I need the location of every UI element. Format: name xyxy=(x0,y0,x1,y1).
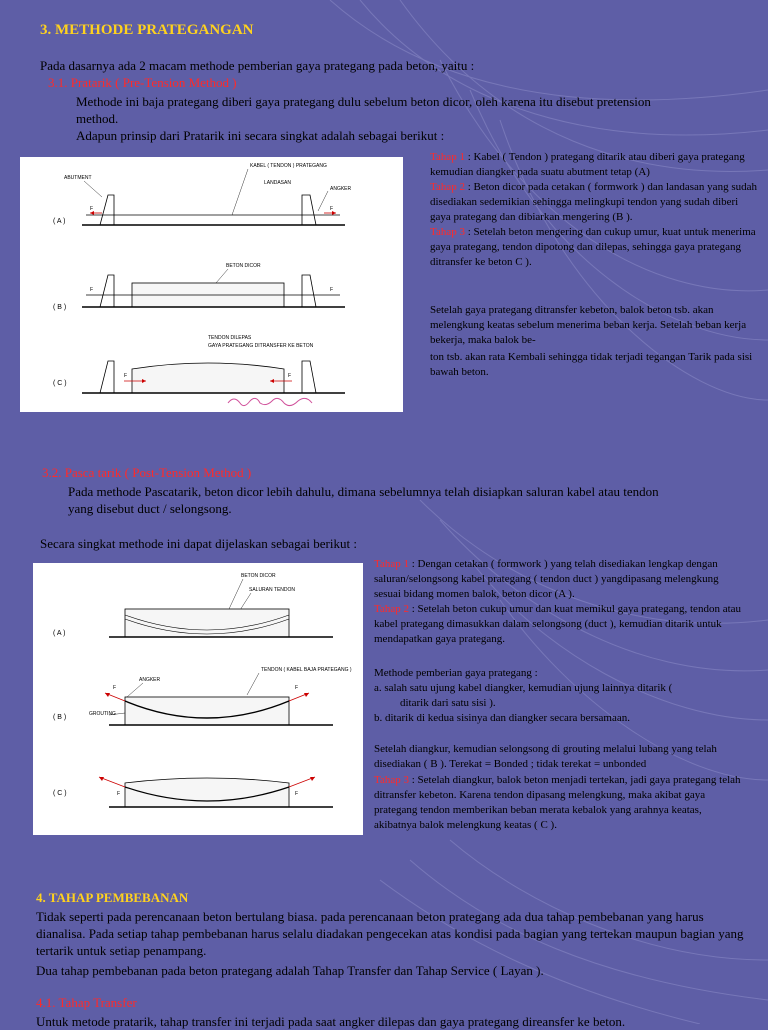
fig2-saluran-label: SALURAN TENDON xyxy=(249,587,296,593)
fig2-force-c-left: F xyxy=(117,791,121,797)
fig2-force-c-right: F xyxy=(295,791,299,797)
posttension-after-text: Setelah diangkur, kemudian selongsong di grouting melalui lubang yang telah disediakan ( B ). Terekat = Bonded ; tidak terekat = unbonded xyxy=(374,743,717,770)
pt-tahap3-label: Tahap 3 xyxy=(374,774,409,786)
fig1-angker-label: ANGKER xyxy=(330,186,352,192)
method-b: b. ditarik di kedua sisinya dan diangker secara bersamaan. xyxy=(374,712,630,724)
section-4-1-paragraph: Untuk metode pratarik, tahap transfer ini terjadi pada saat angker dilepas dan gaya prategang direansfer ke beton. xyxy=(36,1014,626,1029)
method-title: Methode pemberian gaya prategang : xyxy=(374,667,538,679)
section-3-1-paragraph-1a: Methode ini baja prategang diberi gaya prategang dulu sebelum beton dicor, oleh karena itu disebut pretension xyxy=(76,94,651,109)
fig2-grouting-label: GROUTING xyxy=(89,711,116,717)
method-a-continued: ditarik dari satu sisi ). xyxy=(400,697,496,709)
tahap1-label: Tahap 1 xyxy=(430,151,465,163)
fig2-beton-label: BETON DICOR xyxy=(241,573,276,579)
section-4-1-heading: 4.1. Tahap Transfer xyxy=(36,995,137,1010)
tahap3-text: : Setelah beton mengering dan cukup umur, kuat untuk menerima gaya prategang, tendon dipotong dan dilepas, sehingga gaya prategang ditransfer ke beton C ). xyxy=(430,226,756,268)
fig2-label-c: ( C ) xyxy=(53,790,67,797)
fig1-landasan-label: LANDASAN xyxy=(264,180,291,186)
fig2-label-b: ( B ) xyxy=(53,714,67,721)
pretension-after-text-1: Setelah gaya prategang ditransfer kebeton, balok beton tsb. akan melengkung keatas sebelum menerima beban kerja. Setelah beban kerja bekerja, maka balok be- xyxy=(430,304,747,346)
section-4-paragraph-2: Dua tahap pembebanan pada beton prategang adalah Tahap Transfer dan Tahap Service ( Layan ). xyxy=(36,963,544,978)
tahap1-text: : Kabel ( Tendon ) prategang ditarik atau diberi gaya prategang kemudian diangker pada suatu abutment tetap (A) xyxy=(430,151,745,178)
fig2-angker-label: ANGKER xyxy=(139,677,161,683)
section-3-1-paragraph-2: Adapun prinsip dari Pratarik ini secara singkat adalah sebagai berikut : xyxy=(76,128,445,143)
section-3-1-paragraph-1b: method. xyxy=(76,111,119,126)
fig1-beton-label: BETON DICOR xyxy=(226,263,261,269)
pretension-figure xyxy=(20,157,403,412)
pretension-tahap-text xyxy=(430,150,760,270)
pretension-after-text-2: ton tsb. akan rata Kembali sehingga tidak terjadi tegangan Tarik pada sisi bawah beton. xyxy=(430,351,753,378)
section-3-title: 3. METHODE PRATEGANGAN xyxy=(40,22,254,38)
fig1-cable-label: KABEL ( TENDON ) PRATEGANG xyxy=(250,163,327,169)
section-3-intro: Pada dasarnya ada 2 macam methode pemberian gaya prategang pada beton, yaitu : xyxy=(40,58,475,73)
fig2-label-a: ( A ) xyxy=(53,630,66,637)
fig2-tendon-label: TENDON ( KABEL BAJA PRATEGANG ) xyxy=(261,667,352,673)
fig2-force-b-left: F xyxy=(113,685,117,691)
method-a: a. salah satu ujung kabel diangker, kemudian ujung lainnya ditarik ( xyxy=(374,682,673,694)
fig1-abutment-label: ABUTMENT xyxy=(64,175,92,181)
section-3-2-paragraph-2: Secara singkat methode ini dapat dijelaskan sebagai berikut : xyxy=(40,536,357,551)
pt-tahap2-label: Tahap 2 xyxy=(374,603,409,615)
fig2-force-b-right: F xyxy=(295,685,299,691)
tahap2-text: : Beton dicor pada cetakan ( formwork ) dan landasan yang sudah disediakan sedemikian sehingga melingkupi tendon yang sudah diberi gaya prategang dan dibiarkan mengering (B ). xyxy=(430,181,757,223)
tahap2-label: Tahap 2 xyxy=(430,181,465,193)
section-3-2-heading: 3.2. Pasca tarik ( Post-Tension Method ) xyxy=(42,465,252,480)
section-3-2-paragraph-1b: yang disebut duct / selongsong. xyxy=(68,501,232,516)
tahap3-label: Tahap 3 xyxy=(430,226,465,238)
posttension-tahap-text xyxy=(374,557,746,647)
fig1-force-c-right: F xyxy=(288,373,292,379)
fig1-force-b-left: F xyxy=(90,287,94,293)
pt-tahap3-text: : Setelah diangkur, balok beton menjadi tertekan, jadi gaya prategang telah ditransfer kebeton. Karena tendon dipasang melengkung, maka akibat gaya prategang tendon memberikan beban merata kebalok yang arahnya keatas, akibatnya balok melengkung keatas ( C ). xyxy=(374,774,741,831)
pt-tahap2-text: : Setelah beton cukup umur dan kuat memikul gaya prategang, tendon atau kabel prategang dimasukkan dalam selongsong (duct ), kemudian ditarik untuk mendapatkan gaya prategang. xyxy=(374,603,742,645)
fig1-label-a: ( A ) xyxy=(53,218,66,225)
fig1-force-a-left: F xyxy=(90,206,94,212)
fig1-tendon-dilepas-label: TENDON DILEPAS xyxy=(208,335,252,341)
fig1-force-b-right: F xyxy=(330,287,334,293)
section-4-paragraph-1: Tidak seperti pada perencanaan beton bertulang biasa. pada perencanaan beton prategang ada dua tahap pembebanan yang harus dianalisa. Pada setiap tahap pembebanan harus selalu diadakan pengecekan atas kondisi pada bagian yang tertekan maupun bagian yang tertarik untuk setiap penampang. xyxy=(36,909,744,958)
pt-tahap3 xyxy=(374,773,746,833)
pt-tahap1-label: Tahap 1 xyxy=(374,558,409,570)
pt-tahap1-text: : Dengan cetakan ( formwork ) yang telah disediakan lengkap dengan saluran/selongsong kabel prategang ( tendon duct ) yangdipasang melengkung sesuai bidang momen balok, beton dicor (A ). xyxy=(374,558,719,600)
fig1-force-a-right: F xyxy=(330,206,334,212)
section-3-2-paragraph-1a: Pada methode Pascatarik, beton dicor lebih dahulu, dimana sebelumnya telah disiapkan saluran kabel atau tendon xyxy=(68,484,659,499)
fig1-label-b: ( B ) xyxy=(53,304,67,311)
fig1-gaya-label: GAYA PRATEGANG DITRANSFER KE BETON xyxy=(208,343,314,349)
section-4-title: 4. TAHAP PEMBEBANAN xyxy=(36,890,189,905)
posttension-figure xyxy=(33,563,363,835)
section-3-1-heading: 3.1. Pratarik ( Pre-Tension Method ) xyxy=(48,75,237,90)
fig1-label-c: ( C ) xyxy=(53,380,67,387)
fig1-force-c-left: F xyxy=(124,373,128,379)
